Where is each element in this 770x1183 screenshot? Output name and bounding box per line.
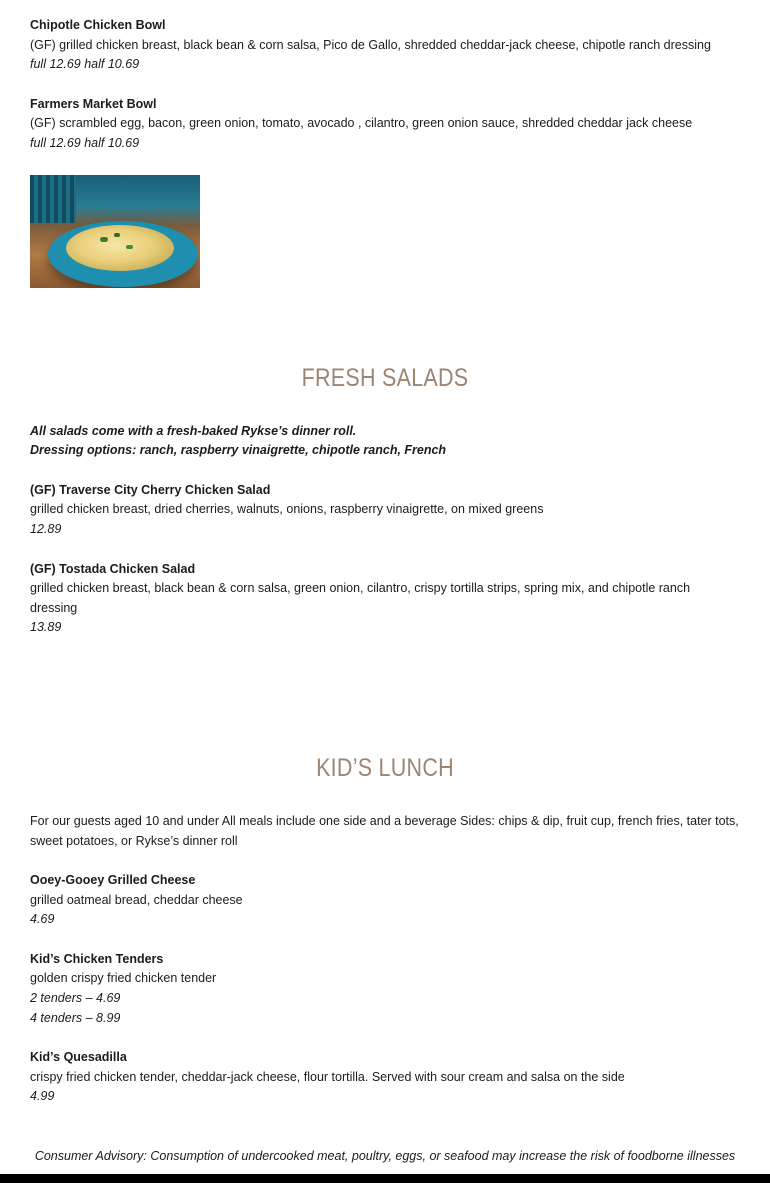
item-price: 12.89 (30, 521, 62, 536)
item-description: golden crispy fried chicken tender (30, 971, 217, 986)
item-description: grilled chicken breast, dried cherries, walnuts, onions, raspberry vinaigrette, on mixed greens (30, 502, 544, 517)
item-price: 4.69 (30, 912, 55, 927)
item-description: grilled chicken breast, black bean & corn salsa, green onion, cilantro, crispy tortilla strips, spring mix, and chipotle ranch dressing (30, 581, 691, 615)
salad-note-roll: All salads come with a fresh-baked Rykse’s dinner roll. (30, 423, 357, 438)
item-description: (GF) grilled chicken breast, black bean & corn salsa, Pico de Gallo, shredded cheddar-jack cheese, chipotle ranch dressing (30, 37, 711, 52)
item-name: Kid’s Quesadilla (30, 1050, 127, 1065)
section-heading-fresh-salads: FRESH SALADS (301, 363, 469, 392)
item-description: crispy fried chicken tender, cheddar-jack cheese, flour tortilla. Served with sour cream and salsa on the side (30, 1069, 625, 1084)
salad-note (30, 422, 740, 461)
menu-item-farmers-market-bowl (30, 95, 740, 154)
item-price: 4 tenders – 8.99 (30, 1010, 121, 1025)
item-price: 2 tenders – 4.69 (30, 991, 121, 1006)
item-name: Kid’s Chicken Tenders (30, 951, 164, 966)
menu-content (30, 16, 740, 1107)
item-name: Farmers Market Bowl (30, 96, 157, 111)
menu-item-tostada-chicken-salad (30, 560, 740, 638)
menu-item-grilled-cheese (30, 871, 740, 930)
kids-intro: For our guests aged 10 and under All meals include one side and a beverage Sides: chips & dip, fruit cup, french fries, tater tots, sweet potatoes, or Rykse’s dinner roll (30, 813, 739, 848)
item-price: 4.99 (30, 1089, 55, 1104)
item-name: Chipotle Chicken Bowl (30, 18, 166, 32)
bottom-bar (0, 1174, 770, 1183)
salad-note-dressing: Dressing options: ranch, raspberry vinaigrette, chipotle ranch, French (30, 443, 447, 458)
menu-item-chipotle-chicken-bowl (30, 16, 740, 75)
section-heading-kids-lunch: KID’S LUNCH (316, 753, 454, 782)
menu-item-chicken-tenders (30, 950, 740, 1028)
item-name: (GF) Traverse City Cherry Chicken Salad (30, 482, 271, 497)
consumer-advisory: Consumer Advisory: Consumption of undercooked meat, poultry, eggs, or seafood may increase the risk of foodborne illnesses (34, 1149, 736, 1163)
item-description: (GF) scrambled egg, bacon, green onion, tomato, avocado , cilantro, green onion sauce, shredded cheddar jack cheese (30, 116, 693, 131)
item-description: grilled oatmeal bread, cheddar cheese (30, 892, 243, 907)
item-price: full 12.69 half 10.69 (30, 135, 140, 150)
menu-item-cherry-chicken-salad (30, 481, 740, 540)
item-name: Ooey-Gooey Grilled Cheese (30, 873, 196, 888)
item-name: (GF) Tostada Chicken Salad (30, 561, 196, 576)
bowl-photo (30, 175, 200, 288)
menu-item-quesadilla (30, 1048, 740, 1107)
item-price: 13.89 (30, 620, 62, 635)
item-price: full 12.69 half 10.69 (30, 57, 140, 72)
